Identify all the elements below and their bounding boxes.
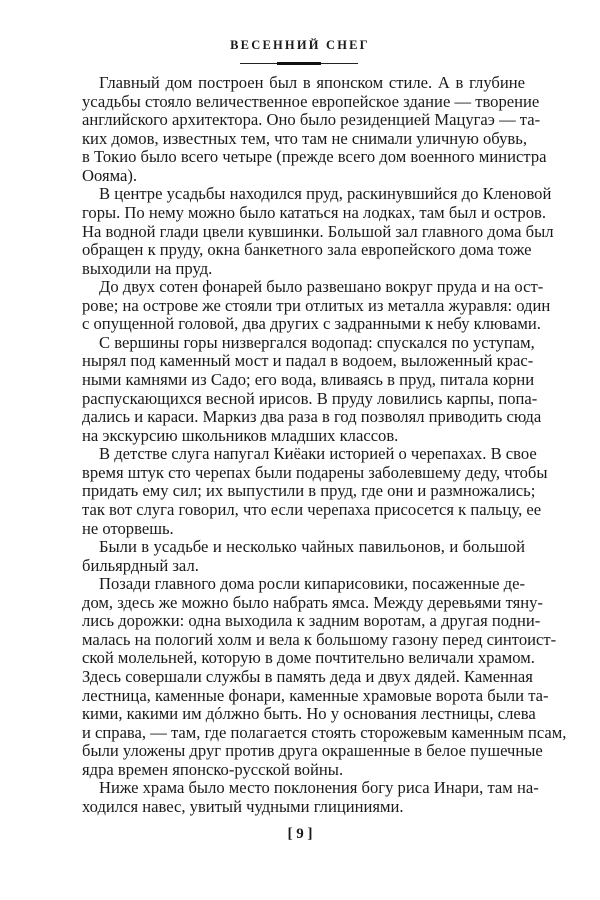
text-line: ными камнями из Садо; его вода, вливаясь в пруд, питала корни (82, 370, 535, 389)
text-line: Ниже храма было место поклонения богу риса Инари, там на- (99, 778, 539, 798)
text-line: рове; на острове же стояли три отлитых из металла журавля: один (82, 295, 551, 315)
text-line: Позади главного дома росли кипарисовики, посаженные де- (99, 574, 526, 594)
text-line: на экскурсию школьников младших классов. (82, 425, 399, 445)
text-line: были уложены друг против друга окрашенные в белое пушечные (82, 741, 543, 761)
text-line: с опущенной головой, два других с задранными к небу клювами. (82, 314, 541, 334)
paragraph (82, 778, 539, 816)
text-line: не оторвешь. (82, 518, 174, 538)
text-line: На водной глади цвели кувшинки. Большой зал главного дома был (82, 221, 554, 241)
paragraph (82, 444, 548, 538)
header-rule-accent (277, 62, 321, 65)
text-line: придать ему сил; их выпустили в пруд, где они и размножались; (82, 481, 536, 501)
page-number: [ 9 ] (287, 826, 313, 842)
paragraph (82, 73, 547, 185)
text-line: лись дорожки: одна выходила к задним воротам, а другая подни- (82, 611, 541, 631)
text-line: ской молельней, которую в доме почтительно величали храмом. (82, 648, 535, 668)
text-line: обращен к пруду, окна банкетного зала европейского дома тоже (82, 240, 532, 260)
body-text (82, 73, 567, 817)
text-line: Были в усадьбе и несколько чайных павильонов, и большой (99, 537, 525, 557)
text-line: распускающихся весной ирисов. В пруду ловились карпы, попа- (82, 388, 538, 408)
text-line: Главный дом построен был в японском стиле. А в глубине (99, 73, 525, 92)
text-line: в Токио было всего четыре (прежде всего дом военного министра (82, 147, 547, 167)
text-line: малась на пологий холм и вела к большому газону перед синтоист- (82, 629, 557, 649)
text-line: бильярдный зал. (82, 555, 199, 575)
text-line: В центре усадьбы находился пруд, раскинувшийся до Кленовой (99, 184, 552, 204)
paragraph (82, 538, 525, 575)
text-line: выходили на пруд. (82, 258, 213, 278)
text-line: усадьбы стояло величественное европейское здание — творение (82, 91, 540, 111)
text-line: английского архитектора. Оно было резиденцией Мацугаэ — та- (82, 110, 541, 130)
text-line: До двух сотен фонарей было развешано вокруг пруда и на ост- (99, 277, 544, 297)
text-line: ходился навес, увитый чудными глициниями. (82, 796, 404, 816)
text-line: и справа, — там, где полагается стоять сторожевым каменным псам, (82, 722, 567, 742)
text-line: так вот слуга говорил, что если черепаха присосется к пальцу, ее (82, 499, 542, 519)
text-line: ких домов, известных тем, что там не снимали уличную обувь, (82, 128, 527, 148)
text-line: Здесь совершали службы в память деда и двух дядей. Каменная (82, 667, 533, 686)
paragraph (82, 574, 567, 779)
text-line: В детстве слуга напугал Киёаки историей о черепахах. В свое (99, 444, 537, 464)
paragraph (82, 332, 542, 445)
paragraph (82, 184, 554, 278)
paragraph (82, 277, 551, 334)
running-header: ВЕСЕННИЙ СНЕГ (230, 38, 370, 52)
text-line: дались и караси. Маркиз два раза в год позволял приводить сюда (82, 407, 542, 427)
text-line: лестница, каменные фонари, каменные храмовые ворота были та- (82, 685, 549, 705)
text-line: Оояма). (82, 165, 138, 185)
text-line: кими, какими им дóлжно быть. Но у основания лестницы, слева (82, 704, 536, 724)
text-line: дом, здесь же можно было набрать ямса. Между деревьями тяну- (82, 592, 543, 612)
text-line: горы. По нему можно было кататься на лодках, там был и остров. (82, 202, 546, 222)
text-line: время штук сто черепах были подарены заболевшему деду, чтобы (82, 462, 548, 482)
text-line: ядра времен японско-русской войны. (82, 759, 344, 779)
text-line: С вершины горы низвергался водопад: спускался по уступам, (99, 332, 535, 352)
text-line: нырял под каменный мост и падал в водоем, выложенный крас- (82, 351, 534, 371)
